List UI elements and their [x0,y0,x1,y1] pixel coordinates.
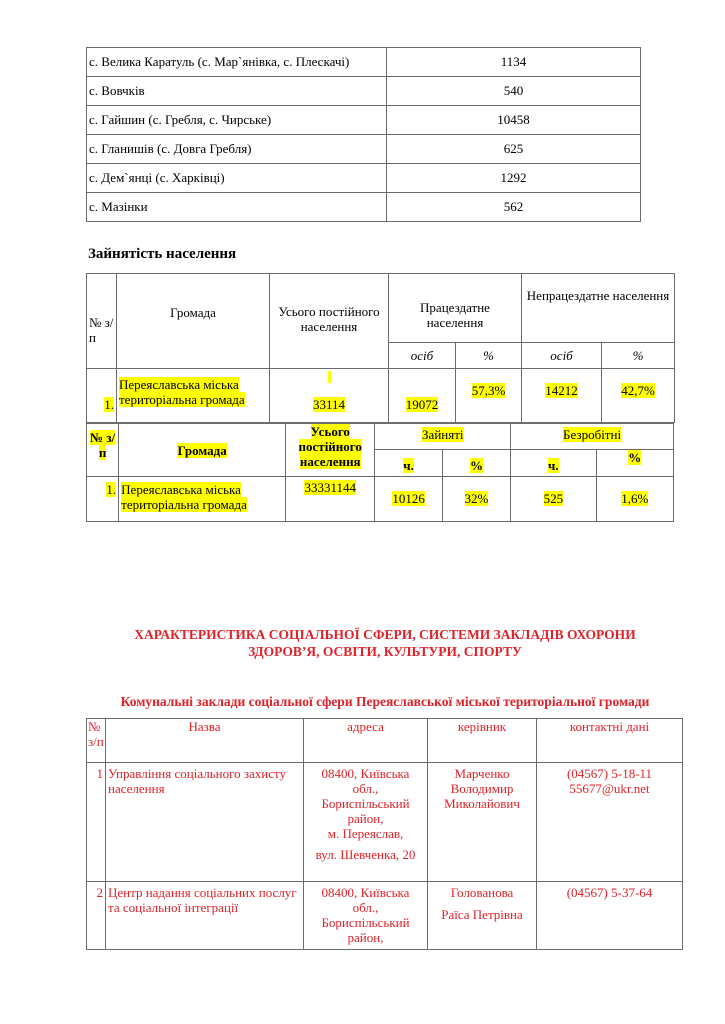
header-head: керівник [428,719,537,763]
header-community: Громада [117,274,270,369]
row-able-pct: 57,3% [471,383,506,398]
employment-heading: Зайнятість населення [88,246,237,262]
table-row [87,369,675,423]
header-unable: Непрацездатне населення [522,274,675,343]
social-institutions-table [86,718,683,950]
header-unable-persons: осіб [522,343,602,369]
header-contacts: контактні дані [537,719,683,763]
header-able-persons: осіб [389,343,456,369]
settlement-name: с. Велика Каратуль (с. Мар`янівка, с. Плескачі) [87,48,387,77]
row-num: 1. [106,482,117,497]
settlement-value: 10458 [387,106,641,135]
settlement-name: с. Гайшин (с. Гребля, с. Чирське) [87,106,387,135]
row-num: 2 [87,882,106,950]
header-total: Усього постійного населення [270,274,389,369]
table-row [87,477,674,522]
row-contacts: (04567) 5-37-64 [537,882,683,950]
employment-table-employed [86,423,674,522]
row-address: 08400, Київська обл., Бориспільський район, м. Переяслав, вул. Шевченка, 20 [304,763,428,882]
table-row [87,763,683,882]
table-row [87,135,641,164]
row-address: 08400, Київська обл., Бориспільський район, [304,882,428,950]
settlement-value: 540 [387,77,641,106]
table-row [87,48,641,77]
header-able-percent: % [456,343,522,369]
row-head: Марченко Володимир Миколайович [428,763,537,882]
settlements-table [86,47,641,222]
section-title-line2: ЗДОРОВ’Я, ОСВІТИ, КУЛЬТУРИ, СПОРТУ [248,644,522,659]
header-employed-percent: % [469,458,483,473]
header-unemployed-percent: % [628,450,642,465]
table-row [87,77,641,106]
row-total: 33114 [312,397,346,412]
table-row [87,164,641,193]
row-contacts: (04567) 5-18-11 55677@ukr.net [537,763,683,882]
settlement-name: с. Мазінки [87,193,387,222]
header-total: Усього постійного населення [298,424,362,469]
settlement-name: с. Дем`янці (с. Харківці) [87,164,387,193]
email-link[interactable]: 55677@ukr.net [569,781,650,796]
header-unemployed-persons: ч. [548,458,559,473]
settlement-value: 625 [387,135,641,164]
row-num: 1. [104,397,114,412]
settlement-name: с. Гланишів (с. Довга Гребля) [87,135,387,164]
table-row [87,193,641,222]
header-num: № з/п [87,424,119,477]
row-unemployed-count: 525 [543,491,564,506]
header-employed: Зайняті [422,427,464,442]
section-title [90,626,680,660]
table-row [87,106,641,135]
header-community: Громада [177,442,227,458]
row-community: Переяславська міська територіальна громада [119,377,245,407]
row-num: 1 [87,763,106,882]
settlement-name: с. Вовчків [87,77,387,106]
section-title-line1: ХАРАКТЕРИСТИКА СОЦІАЛЬНОЇ СФЕРИ, СИСТЕМИ ЗАКЛАДІВ ОХОРОНИ [134,627,636,642]
row-unable-count: 14212 [545,383,578,398]
header-unemployed: Безробітні [563,427,622,442]
header-address: адреса [304,719,428,763]
row-name: Управління соціального захисту населення [106,763,304,882]
row-employed-count: 10126 [392,491,425,506]
header-able: Працездатне населення [389,274,522,343]
row-able-count: 19072 [405,397,439,412]
settlement-value: 1134 [387,48,641,77]
table-row [87,882,683,950]
highlight-mark [328,371,331,383]
row-head: Голованова Раїса Петрівна [428,882,537,950]
row-total: 33331144 [304,480,356,495]
header-name: Назва [106,719,304,763]
row-unable-pct: 42,7% [621,383,655,398]
employment-table-able [86,273,675,423]
social-subtitle: Комунальні заклади соціальної сфери Переяславської міської територіальної громади [120,694,650,709]
header-num: № з/п [87,719,106,763]
row-employed-pct: 32% [464,491,489,506]
header-unable-percent: % [602,343,675,369]
row-unemployed-pct: 1,6% [621,491,649,506]
header-employed-persons: ч. [403,458,414,473]
settlement-value: 562 [387,193,641,222]
settlement-value: 1292 [387,164,641,193]
row-community: Переяславська міська територіальна громада [121,482,247,512]
row-name: Центр надання соціальних послуг та соціальної інтеграції [106,882,304,950]
header-num: № з/п [87,274,117,369]
